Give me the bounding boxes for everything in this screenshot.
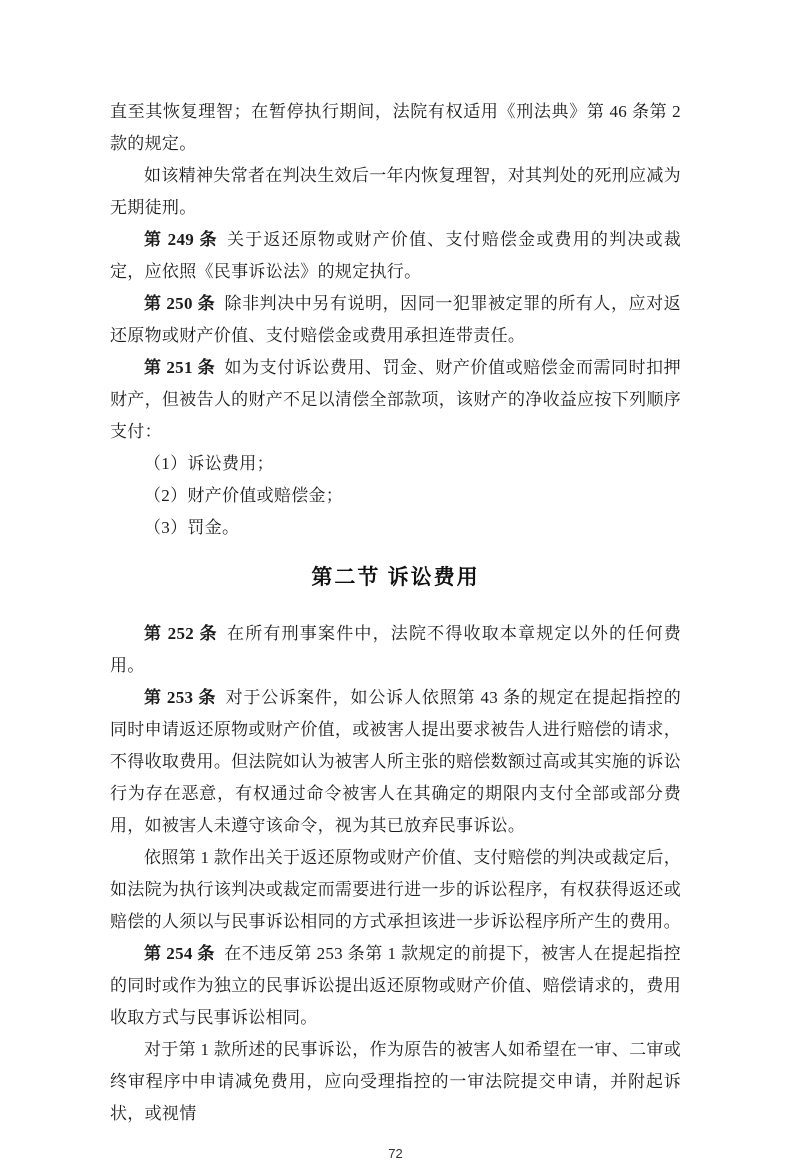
paragraph: 对于第 1 款所述的民事诉讼，作为原告的被害人如希望在一审、二审或终审程序中申请减免费用，应向受理指控的一审法院提交申请，并附起诉状，或视情 (110, 1040, 681, 1123)
article-text: 除非判决中另有说明，因同一犯罪被定罪的所有人，应对返还原物或财产价值、支付赔偿金或费用承担连带责任。 (110, 294, 681, 345)
paragraph-article-249 (110, 224, 681, 288)
paragraph-article-254 (110, 938, 681, 1034)
paragraph-article-253 (110, 682, 681, 842)
list-item: （1）诉讼费用； (144, 454, 274, 473)
article-text: 对于公诉案件，如公诉人依照第 43 条的规定在提起指控的同时申请返还原物或财产价值，或被害人提出要求被告人进行赔偿的请求，不得收取费用。但法院如认为被害人所主张的赔偿数额过高或其实施的诉讼行为存在恶意，有权通过命令被害人在其确定的期限内支付全部或部分费用，如被害人未遵守该命令，视为其已放弃民事诉讼。 (110, 688, 681, 835)
article-number: 第 252 条 (144, 624, 218, 643)
article-number: 第 251 条 (144, 358, 216, 377)
article-number: 第 250 条 (144, 294, 216, 313)
paragraph-article-252 (110, 618, 681, 682)
section-heading: 第二节 诉讼费用 (311, 565, 480, 589)
page-number: 72 (388, 1146, 403, 1161)
list-item: （3）罚金。 (144, 518, 240, 537)
paragraph-article-251 (110, 352, 681, 448)
article-text: 如为支付诉讼费用、罚金、财产价值或赔偿金而需同时扣押财产，但被告人的财产不足以清偿全部款项，该财产的净收益应按下列顺序支付： (110, 358, 681, 441)
article-text: 关于返还原物或财产价值、支付赔偿金或费用的判决或裁定，应依照《民事诉讼法》的规定执行。 (110, 230, 681, 281)
article-text: 在所有刑事案件中，法院不得收取本章规定以外的任何费用。 (110, 624, 681, 675)
article-text: 在不违反第 253 条第 1 款规定的前提下，被害人在提起指控的同时或作为独立的民事诉讼提出返还原物或财产价值、赔偿请求的，费用收取方式与民事诉讼相同。 (110, 944, 681, 1027)
article-number: 第 249 条 (144, 230, 218, 249)
list-item: （2）财产价值或赔偿金； (144, 486, 344, 505)
article-number: 第 253 条 (144, 688, 217, 707)
paragraph: 依照第 1 款作出关于返还原物或财产价值、支付赔偿的判决或裁定后，如法院为执行该判决或裁定而需要进行进一步的诉讼程序，有权获得返还或赔偿的人须以与民事诉讼相同的方式承担该进一步诉讼程序所产生的费用。 (110, 848, 681, 931)
paragraph: 如该精神失常者在判决生效后一年内恢复理智，对其判处的死刑应减为无期徒刑。 (110, 166, 681, 217)
paragraph-continuation: 直至其恢复理智；在暂停执行期间，法院有权适用《刑法典》第 46 条第 2 款的规定。 (110, 102, 681, 153)
paragraph-article-250 (110, 288, 681, 352)
article-number: 第 254 条 (144, 944, 215, 963)
